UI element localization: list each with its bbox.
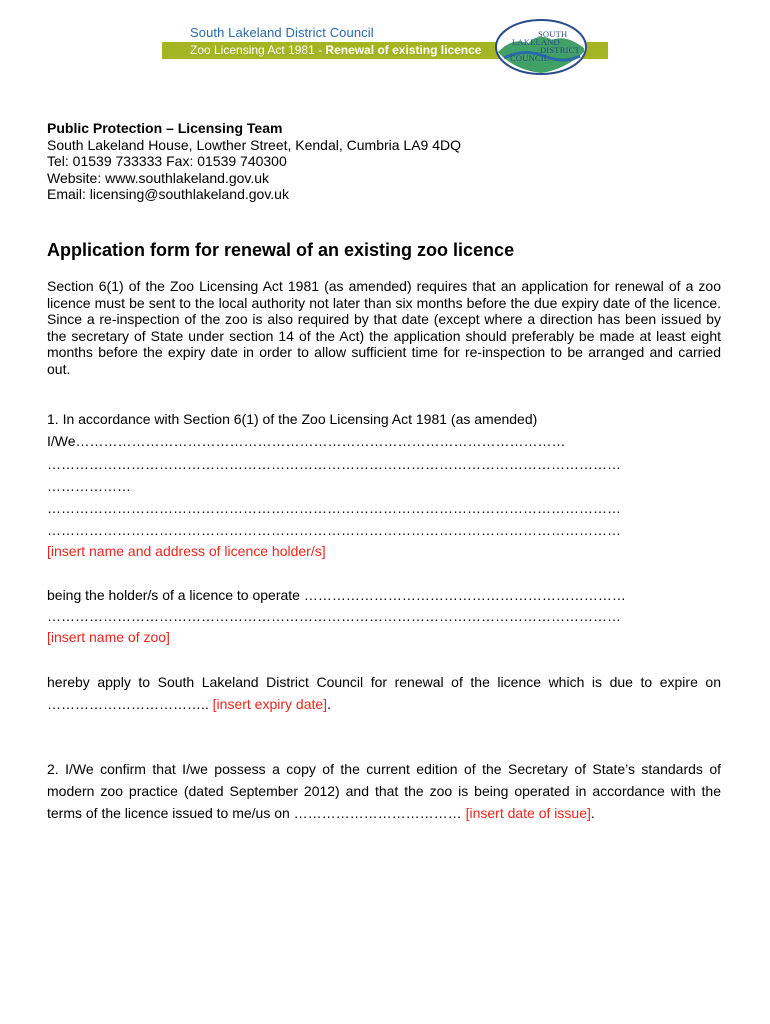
dots-line-4: ……………………………………………………………………………………………………………	[47, 522, 621, 538]
logo-text-lakeland: LAKELAND	[512, 37, 560, 47]
operate-line: being the holder/s of a licence to operate ……………………………………………………………	[47, 587, 626, 603]
section1-heading: 1. In accordance with Section 6(1) of the Zoo Licensing Act 1981 (as amended)	[47, 411, 538, 427]
logo-text-south: SOUTH	[538, 29, 568, 39]
dots-line-3: ……………………………………………………………………………………………………………	[47, 500, 621, 516]
intro-paragraph: Section 6(1) of the Zoo Licensing Act 1981 (as amended) requires that an application for renewal of a zoo licence must be sent to the local authority not later than six months before the due expiry date of the licence. Since a re-inspection of the zoo is also required by that date (except where a direction has been issued by the secretary of State under section 14 of the Act) the application should preferably be made at least eight months before the expiry date in order to allow sufficient time for re-inspection to be arranged and carried out.	[47, 278, 721, 377]
address: South Lakeland House, Lowther Street, Kendal, Cumbria LA9 4DQ	[47, 136, 462, 153]
form-title: Application form for renewal of an existing zoo licence	[47, 240, 515, 260]
expiry-hint: [insert expiry date]	[212, 696, 328, 712]
title-bold: Renewal of existing licence	[325, 43, 482, 57]
holder-hint: [insert name and address of licence holder/s]	[47, 543, 326, 559]
team-name: Public Protection – Licensing Team	[47, 120, 283, 136]
dots-line-5: ……………………………………………………………………………………………………………	[47, 608, 621, 624]
apply-paragraph	[47, 671, 721, 715]
logo-text-district: DISTRICT	[540, 45, 580, 55]
apply-period: .	[327, 696, 331, 712]
section2-paragraph	[47, 758, 721, 824]
section2-period: .	[590, 805, 595, 821]
logo-text-council: COUNCIL	[510, 53, 550, 63]
website: Website: www.southlakeland.gov.uk	[47, 169, 270, 186]
apply-text: hereby apply to South Lakeland District Council for renewal of the licence which is due to expire on ……………………………..	[47, 674, 721, 712]
council-logo	[494, 18, 588, 76]
section2-text: 2. I/We confirm that I/we possess a copy of the current edition of the Secretary of State’s standards of modern zoo practice (dated September 2012) and that the zoo is being operated in accordance with the terms of the licence issued to me/us on ………………………………	[47, 761, 721, 821]
email: Email: licensing@southlakeland.gov.uk	[47, 186, 289, 202]
dots-line-1: ……………………………………………………………………………………………………………	[47, 456, 621, 472]
council-name: South Lakeland District Council	[190, 25, 374, 40]
contact-block	[47, 120, 461, 203]
zoo-hint: [insert name of zoo]	[47, 629, 170, 645]
title-prefix: Zoo Licensing Act 1981 -	[190, 43, 326, 57]
issue-hint: [insert date of issue]	[465, 805, 591, 821]
dots-line-2: ………………	[47, 478, 131, 494]
phone: Tel: 01539 733333 Fax: 01539 740300	[47, 153, 287, 169]
iwe-line: I/We……………………………………………………………………………………………	[47, 433, 566, 449]
